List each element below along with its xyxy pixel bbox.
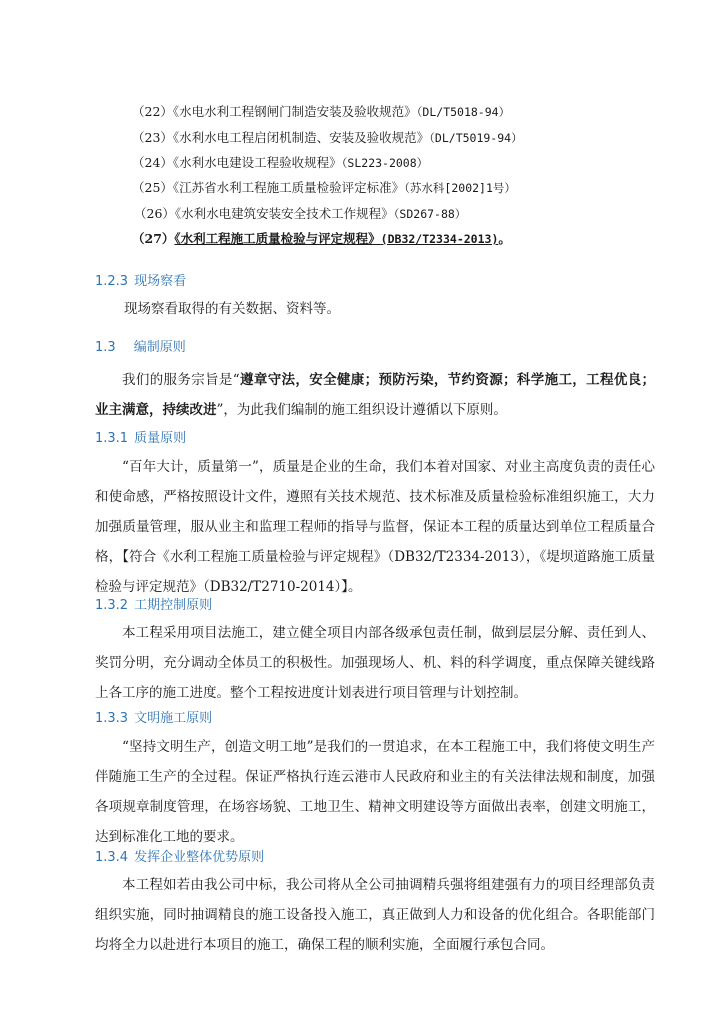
reference-number: （22） bbox=[132, 104, 173, 119]
section-number: 1.3.3 bbox=[95, 711, 129, 726]
reference-number: （24） bbox=[132, 155, 173, 170]
reference-code: (DB32/T2334-2013) bbox=[380, 232, 499, 246]
reference-item bbox=[134, 204, 466, 224]
reference-title: 《水电水利工程钢闸门制造安装及验收规范》 bbox=[172, 104, 417, 119]
reference-tail: 。 bbox=[498, 231, 511, 246]
reference-item bbox=[132, 153, 428, 173]
paragraph: 本工程采用项目法施工，建立健全项目内部各级承包责任制，做到层层分解、责任到人、奖罚分明，充分调动全体员工的积极性。加强现场人、机、料的科学调度，重点保障关键线路上各工序的施工进度。整个工程按进度计划表进行项目管理与计划控制。 bbox=[95, 625, 655, 701]
section-title: 现场察看 bbox=[134, 274, 187, 289]
reference-code: （DL/T5018-94） bbox=[416, 105, 511, 119]
section-number: 1.3.1 bbox=[95, 431, 129, 446]
reference-item bbox=[132, 128, 523, 148]
section-title: 文明施工原则 bbox=[134, 711, 213, 726]
reference-number: （27） bbox=[132, 231, 175, 246]
section-heading-1-3 bbox=[95, 338, 186, 358]
section-title: 发挥企业整体优势原则 bbox=[134, 850, 265, 865]
reference-title: 《江苏省水利工程施工质量检验评定标准》 bbox=[172, 180, 405, 195]
paragraph: 本工程如若由我公司中标，我公司将从全公司抽调精兵强将组建强有力的项目经理部负责组织实施，同时抽调精良的施工设备投入施工，真正做到人力和设备的优化组合。各职能部门均将全力以赴进行本项目的施工，确保工程的顺利实施，全面履行承包合同。 bbox=[95, 877, 655, 953]
section-title: 编制原则 bbox=[133, 340, 186, 355]
reference-number: （23） bbox=[132, 130, 173, 145]
intro-paragraph bbox=[95, 365, 655, 425]
section-heading-1-3-1 bbox=[95, 429, 186, 449]
paragraph: “坚持文明生产，创造文明工地”是我们的一贯追求，在本工程施工中，我们将使文明生产伴随施工生产的全过程。保证严格执行连云港市人民政府和业主的有关法律法规和制度，加强各项规章制度管理，在场容场貌、工地卫生、精神文明建设等方面做出表率，创建文明施工，达到标准化工地的要求。 bbox=[95, 739, 655, 845]
reference-item bbox=[132, 229, 511, 249]
reference-number: （26） bbox=[134, 206, 175, 221]
reference-item bbox=[132, 102, 510, 122]
section-heading-1-3-4 bbox=[95, 848, 264, 868]
section-number: 1.3.4 bbox=[95, 850, 129, 865]
section-title: 质量原则 bbox=[134, 431, 187, 446]
reference-title: 《水利水电建筑安装安全技术工作规程》 bbox=[174, 206, 394, 221]
reference-title: 《水利水电建设工程验收规程》 bbox=[172, 155, 342, 170]
section-number: 1.3.2 bbox=[95, 598, 129, 613]
intro-post: ”，为此我们编制的施工组织设计遵循以下原则。 bbox=[216, 402, 507, 418]
reference-code: （苏水科[2002]1号） bbox=[404, 181, 516, 195]
section-title: 工期控制原则 bbox=[134, 598, 213, 613]
reference-title: 《水利水电工程启闭机制造、安装及验收规范》 bbox=[172, 130, 430, 145]
section-number: 1.3 bbox=[95, 340, 116, 355]
reference-code: （SD267-88） bbox=[393, 207, 467, 221]
reference-code: （SL223-2008） bbox=[341, 156, 429, 170]
intro-pre: 我们的服务宗旨是“ bbox=[122, 372, 240, 388]
reference-code: （DL/T5019-94） bbox=[429, 131, 523, 145]
paragraph: “百年大计，质量第一”，质量是企业的生命，我们本着对国家、对业主高度负责的责任心和使命感，严格按照设计文件，遵照有关技术规范、技术标准及质量检验标准组织施工，大力加强质量管理，服从业主和监理工程师的指导与监督，保证本工程的质量达到单位工程质量合格，【符合《水利工程施工质量检验与评定规程》（DB32/T2334-2013），《堤坝道路施工质量检验与评定规范》（DB32/T2710-2014）】。 bbox=[95, 459, 655, 595]
section-heading-1-3-2 bbox=[95, 596, 212, 616]
service-motto: 遵章守法，安全健康；预防污染，节约资源；科学施工，工程优良；业主满意，持续改进 bbox=[95, 372, 656, 418]
reference-item bbox=[132, 178, 516, 198]
reference-number: （25） bbox=[132, 180, 173, 195]
paragraph: 现场察看取得的有关数据、资料等。 bbox=[124, 301, 340, 317]
section-heading-1-3-3 bbox=[95, 709, 212, 729]
section-number: 1.2.3 bbox=[95, 274, 129, 289]
reference-title: 《水利工程施工质量检验与评定规程》 bbox=[174, 231, 381, 246]
section-heading-1-2-3 bbox=[95, 272, 186, 292]
